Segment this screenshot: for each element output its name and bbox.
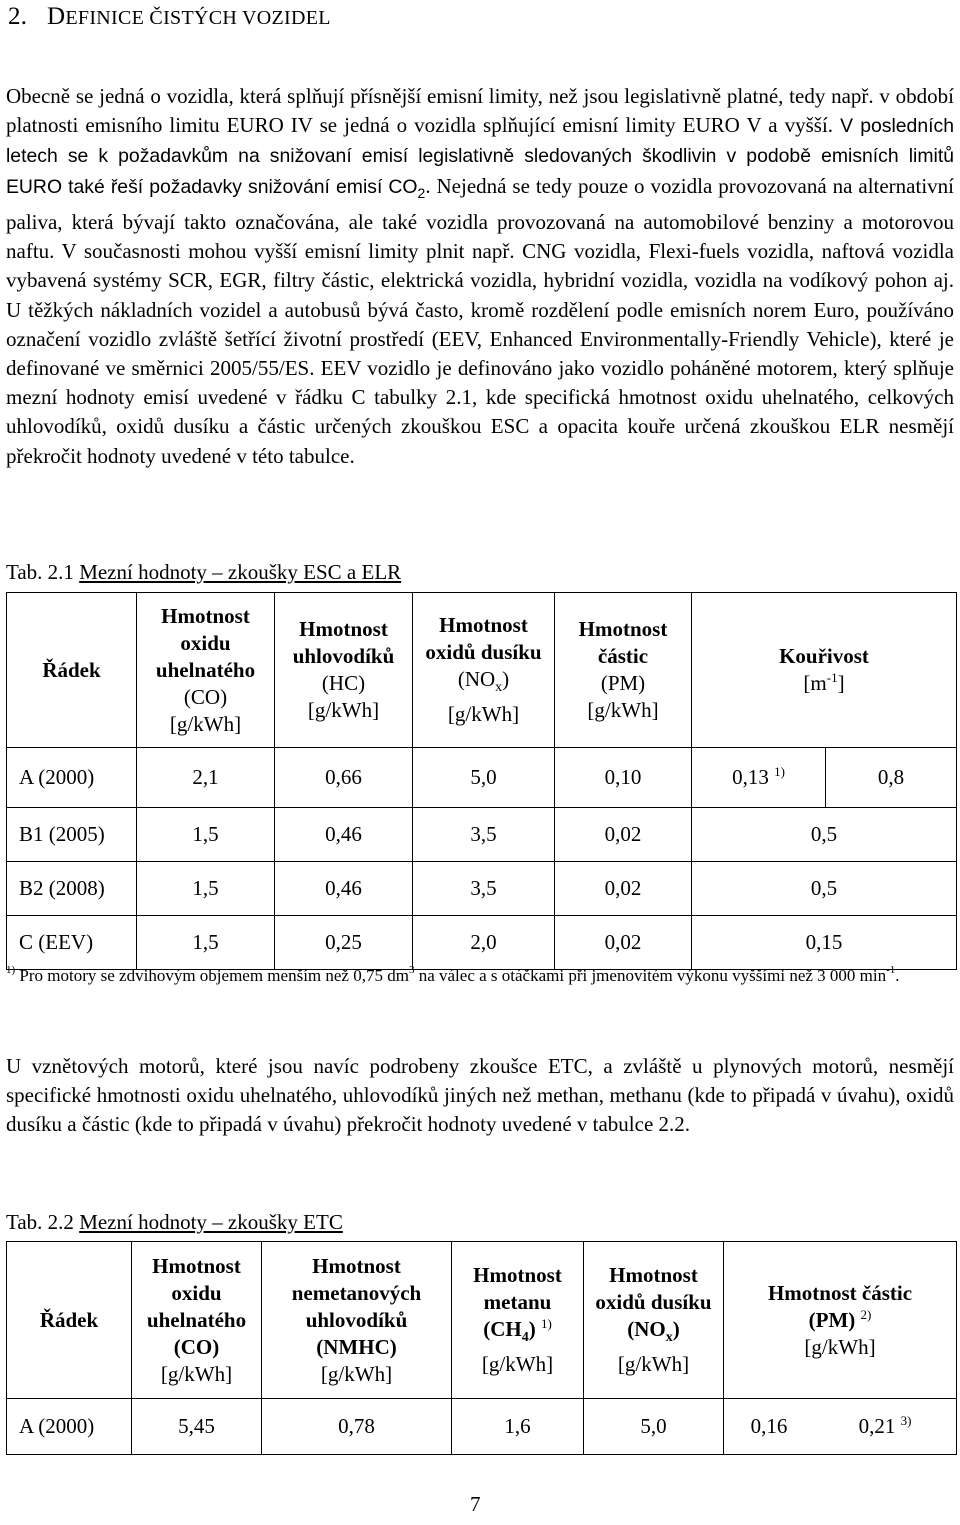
intro-text-part2: V posledních letech se k požadavkům na snižovaní emisí legislativně sledovaných škodlivin v podobě emisních limitů EURO také řeší požadavky snižování emisí CO (6, 115, 954, 198)
table2-cell-nox: 5,0 (584, 1399, 724, 1455)
table1-row-label: A (2000) (7, 748, 137, 808)
table-row (7, 862, 957, 916)
footnote-ref: 3) (900, 1413, 912, 1428)
table1-cell-smoke: 0,5 (692, 808, 957, 862)
table1-row-label: B1 (2005) (7, 808, 137, 862)
table2-caption (6, 1210, 343, 1235)
table1-row-label: C (EEV) (7, 916, 137, 970)
table1-cell-hc: 0,46 (275, 808, 413, 862)
intro-text-part3: . Nejedná se tedy pouze o vozidla provozovaná na alternativní paliva, která bývají takto označována, ale také vozidla provozovaná na automobilové benziny a motorovou naftu. V současnosti mohou vyšší emisní limity plnit např. CNG vozidla, Flexi-fuels vozidla, naftová vozidla vybavená systémy SCR, EGR, filtry částic, elektrická vozidla, hybridní vozidla, vozidla na vodíkový pohon aj. U těžkých nákladních vozidel a autobusů bývá často, kromě rozdělení podle emisních norem Euro, používáno označení vozidlo zvláště šetřící životní prostředí (EEV, Enhanced Environmentally-Friendly Vehicle), které je definované ve směrnici 2005/55/ES. EEV vozidlo je definováno jako vozidlo poháněné motorem, který splňuje mezní hodnoty emisí uvedené v řádku C tabulky 2.1, kde specifická hmotnost oxidu uhelnatého, celkových uhlovodíků, oxidů dusíku a částic určených zkouškou ESC a opacita kouře určená zkouškou ELR nesmějí překročit hodnoty uvedené v této tabulce. (6, 173, 955, 468)
footnote-ref: 1) (774, 764, 785, 779)
table2 (6, 1241, 957, 1455)
footnote-mark: 1) (6, 964, 16, 976)
table2-cell-pm-alt: 0,21 $^{3)}$ (858, 1413, 912, 1438)
table2-header-pm: Hmotnost částic (PM) $^{2)}$ [g/kWh] (724, 1242, 957, 1399)
table2-header-row (7, 1242, 957, 1399)
table2-caption-title: Mezní hodnoty – zkoušky ETC (79, 1210, 343, 1234)
table1-cell-pm-alt: 0,13 $^{1)}$ (732, 764, 785, 789)
table-row (7, 1399, 957, 1455)
table2-header-nmhc: Hmotnost nemetanových uhlovodíků (NMHC) [g/kWh] (262, 1242, 452, 1399)
intro-text-part1: Obecně se jedná o vozidla, která splňují přísnější emisní limity, než jsou legislativně platné, tedy např. v období platnosti emisního limitu EURO IV se jedná o vozidla splňující emisní limity EURO V a vyšší. (6, 84, 954, 138)
table1-header-nox: Hmotnost oxidů dusíku $(NO_x)$ [g/kWh] (413, 593, 555, 748)
section-number: 2. (8, 3, 28, 30)
table1-header-hc: Hmotnost uhlovodíků (HC) [g/kWh] (275, 593, 413, 748)
table-row (7, 808, 957, 862)
co2-subscript: 2 (417, 184, 426, 201)
intro-paragraph (6, 82, 954, 471)
section-title: EFINICE ČISTÝCH VOZIDEL (65, 7, 331, 29)
table1-footnote: $^{1)}$ Pro motory se zdvihovým objemem menším než 0,75 $dm^3$ na válec a s otáčkami při jmenovitém výkonu vyššími než 3 000 $\min^{-1}$. (6, 964, 900, 985)
page-number: 7 (470, 1492, 481, 1516)
table1-cell-nox: 5,0 (413, 748, 555, 808)
table1-caption (6, 560, 401, 585)
table2-header-ch4: Hmotnost metanu $(CH_4)$ $^{1)}$ [g/kWh] (452, 1242, 584, 1399)
table1-cell-smoke: 0,5 (692, 862, 957, 916)
table1-cell-hc: 0,66 (275, 748, 413, 808)
table1-header-smoke: Kouřivost $[m^{-1}]$ (692, 593, 957, 748)
table2-header-co: Hmotnost oxidu uhelnatého (CO) [g/kWh] (132, 1242, 262, 1399)
table1-cell-smoke: 0,15 (692, 916, 957, 970)
table2-cell-nmhc: 0,78 (262, 1399, 452, 1455)
table2-header-row-label: Řádek (7, 1242, 132, 1399)
etc-paragraph: U vznětových motorů, které jsou navíc podrobeny zkoušce ETC, a zvláště u plynových motorů, nesmějí specifické hmotnosti oxidu uhelnatého, uhlovodíků jiných než methan, methanu (kde to připadá v úvahu), oxidů dusíku a částic (kde to připadá v úvahu) překročit hodnoty uvedené v tabulce 2.2. (6, 1054, 954, 1137)
table1-cell-pm: 0,02 (555, 808, 692, 862)
table1-cell-pm: 0,10 (555, 748, 692, 808)
table1-cell-nox: 3,5 (413, 808, 555, 862)
table1-caption-prefix: Tab. 2.1 (6, 560, 80, 584)
table1-cell-smoke: 0,8 (877, 765, 905, 789)
table1-cell-nox: 2,0 (413, 916, 555, 970)
table1-cell-co: 1,5 (137, 862, 275, 916)
table1-cell-co: 1,5 (137, 916, 275, 970)
section-title-initial: D (47, 3, 66, 30)
table2-cell-pm: 0,16 (750, 1414, 788, 1438)
table1-cell-pm: 0,02 (555, 916, 692, 970)
table-row (7, 916, 957, 970)
table1-header-row-label: Řádek (7, 593, 137, 748)
table1-cell-nox: 3,5 (413, 862, 555, 916)
table1-cell-hc: 0,25 (275, 916, 413, 970)
table1-header-pm: Hmotnost částic (PM) [g/kWh] (555, 593, 692, 748)
table1-cell-hc: 0,46 (275, 862, 413, 916)
table1-caption-title: Mezní hodnoty – zkoušky ESC a ELR (79, 560, 402, 584)
section-heading (8, 3, 331, 31)
table2-caption-prefix: Tab. 2.2 (6, 1210, 80, 1234)
table2-row-label: A (2000) (7, 1399, 132, 1455)
table2-cell-ch4: 1,6 (452, 1399, 584, 1455)
table2-header-nox: Hmotnost oxidů dusíku $(NO_x)$ [g/kWh] (584, 1242, 724, 1399)
table-row (7, 748, 957, 808)
table1-cell-co: 2,1 (137, 748, 275, 808)
table1-cell-co: 1,5 (137, 808, 275, 862)
table1-header-row (7, 593, 957, 748)
table1 (6, 592, 957, 970)
table1-row-label: B2 (2008) (7, 862, 137, 916)
table1-cell-split (692, 748, 957, 808)
table2-cell-split (724, 1399, 957, 1455)
table1-header-co: Hmotnost oxidu uhelnatého (CO) [g/kWh] (137, 593, 275, 748)
table2-cell-co: 5,45 (132, 1399, 262, 1455)
table1-cell-pm: 0,02 (555, 862, 692, 916)
